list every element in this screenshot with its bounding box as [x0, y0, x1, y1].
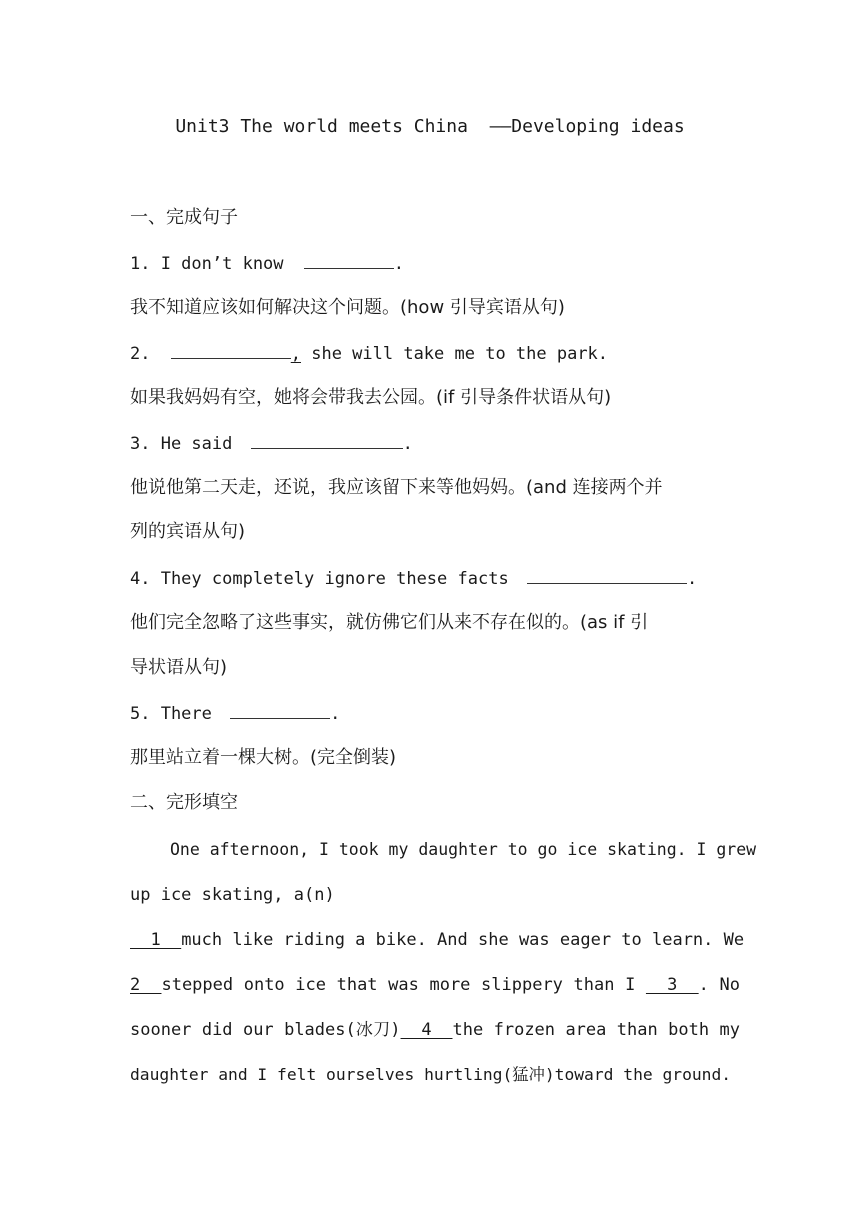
cloze-blank-2[interactable]: 2 [130, 975, 162, 995]
page-title: Unit3 The world meets China ——Developing ideas [175, 116, 685, 137]
question-3-hint-line2: 列的宾语从句) [130, 521, 246, 542]
passage-line-6: daughter and I felt ourselves hurtling(猛冲)toward the ground. [130, 1065, 732, 1084]
passage-line-4 [130, 973, 740, 997]
passage-line-4-text: stepped onto ice that was more slippery than I [161, 975, 646, 995]
question-2-rest: she will take me to the park. [300, 344, 609, 364]
question-5 [130, 702, 740, 726]
question-2-hint: 如果我妈妈有空，她将会带我去公园。(if 引导条件状语从句) [130, 387, 612, 408]
passage-line-5-text: the frozen area than both my [452, 1020, 741, 1040]
section-heading-sentences: 一、完成句子 [130, 207, 238, 228]
question-2-number: 2. [130, 344, 151, 364]
answer-blank-4[interactable] [527, 567, 687, 584]
question-4-hint-line2: 导状语从句) [130, 657, 228, 678]
cloze-blank-1[interactable]: 1 [130, 930, 182, 950]
answer-blank-2[interactable] [171, 342, 291, 359]
question-1 [130, 252, 740, 276]
passage-line-4-end: . No [698, 975, 740, 995]
question-4-text: 4. They completely ignore these facts [130, 569, 509, 589]
passage-line-5 [130, 1018, 740, 1042]
question-5-end: . [330, 704, 341, 724]
question-3 [130, 432, 740, 456]
question-1-end: . [393, 254, 405, 274]
question-4 [130, 567, 740, 591]
question-1-hint: 我不知道应该如何解决这个问题。(how 引导宾语从句) [130, 297, 565, 318]
cloze-blank-3[interactable]: 3 [645, 975, 699, 995]
answer-blank-5[interactable] [230, 702, 330, 719]
passage-line-3-text: much like riding a bike. And she was eager to learn. We [181, 930, 745, 950]
answer-blank-3[interactable] [251, 432, 403, 449]
question-3-hint-line1: 他说他第二天走，还说，我应该留下来等他妈妈。(and 连接两个并 [130, 477, 663, 498]
question-5-hint: 那里站立着一棵大树。(完全倒装) [130, 747, 397, 768]
question-2 [130, 342, 740, 366]
question-3-end: . [402, 434, 413, 454]
question-4-hint-line1: 他们完全忽略了这些事实，就仿佛它们从来不存在似的。(as if 引 [130, 612, 649, 633]
question-3-text: 3. He said [130, 434, 233, 454]
cloze-blank-4[interactable]: 4 [400, 1020, 453, 1040]
passage-line-3 [130, 928, 745, 952]
passage-line-2: up ice skating, a(n) [130, 885, 335, 905]
question-4-end: . [686, 569, 698, 589]
question-2-comma: , [290, 344, 301, 364]
section-heading-cloze: 二、完形填空 [130, 792, 238, 813]
question-1-text: 1. I don’t know [130, 254, 284, 274]
passage-line-1: One afternoon, I took my daughter to go ice skating. I grew [170, 840, 757, 859]
answer-blank-1[interactable] [304, 252, 394, 269]
passage-line-5-start: sooner did our blades(冰刀) [130, 1020, 401, 1040]
question-5-text: 5. There [130, 704, 212, 724]
